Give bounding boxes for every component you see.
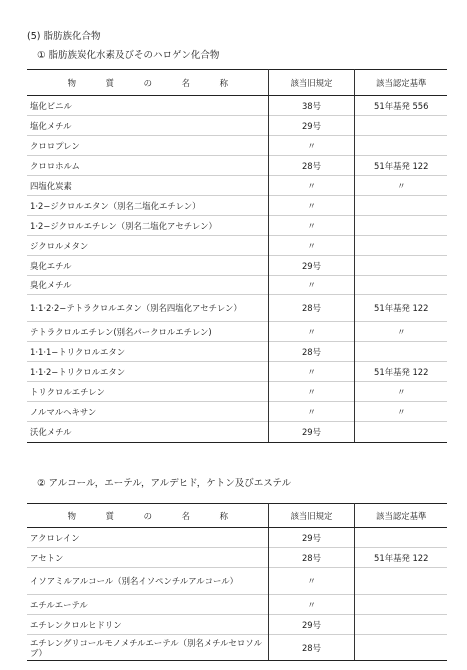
old-rule-cell: 〃 <box>268 216 354 236</box>
substance-name-cell: トリクロルエチレン <box>27 382 268 402</box>
old-rule-cell: 28号 <box>268 635 354 661</box>
substance-name-cell: 臭化エチル <box>27 256 268 276</box>
criteria-cell: 〃 <box>354 382 447 402</box>
substance-name-cell: クロロホルム <box>27 156 268 176</box>
table-row <box>27 96 447 116</box>
old-rule-cell: 29号 <box>268 422 354 443</box>
criteria-cell: 51年基発 122 <box>354 362 447 382</box>
criteria-cell <box>354 216 447 236</box>
substance-name-cell: 1·1·1−トリクロルエタン <box>27 342 268 362</box>
header-criteria: 該当認定基準 <box>354 70 447 96</box>
substance-name-cell: 1·2−ジクロルエチレン（別名二塩化アセチレン） <box>27 216 268 236</box>
old-rule-cell: 〃 <box>268 568 354 595</box>
substance-name-cell: 1·1·2·2−テトラクロルエタン（別名四塩化アセチレン） <box>27 295 268 322</box>
substance-name-cell: クロロプレン <box>27 136 268 156</box>
table-row <box>27 362 447 382</box>
criteria-cell: 51年基発 556 <box>374 100 429 111</box>
criteria-cell <box>354 595 447 615</box>
old-rule-cell: 〃 <box>268 382 354 402</box>
header-criteria: 該当認定基準 <box>354 504 447 528</box>
old-rule-cell: 38号 <box>268 96 354 116</box>
substance-name-cell: 塩化ビニル <box>27 96 268 116</box>
table-row <box>27 342 447 362</box>
header-old-rule: 該当旧規定 <box>268 504 354 528</box>
old-rule-cell: 28号 <box>268 548 354 568</box>
old-rule-cell: 29号 <box>268 528 354 548</box>
old-rule-cell: 28号 <box>268 295 354 322</box>
old-rule-cell: 29号 <box>268 615 354 635</box>
table-row <box>27 176 447 196</box>
substance-table-1 <box>27 69 447 443</box>
criteria-cell <box>354 528 447 548</box>
substance-name-cell: 沃化メチル <box>27 422 268 443</box>
table-row <box>27 595 447 615</box>
criteria-cell: 51年基発 122 <box>354 295 447 322</box>
table-row <box>27 276 447 295</box>
criteria-cell <box>354 256 447 276</box>
table-row <box>27 216 447 236</box>
substance-name-cell: 臭化メチル <box>27 276 268 295</box>
substance-name-cell: ジクロルメタン <box>27 236 268 256</box>
table-row <box>27 256 447 276</box>
table-row <box>27 422 447 443</box>
table-row <box>27 528 447 548</box>
subsection-heading-1: ① 脂肪族炭化水素及びそのハロゲン化合物 <box>37 50 220 61</box>
table-row <box>27 635 447 661</box>
table-header-row <box>27 70 447 96</box>
criteria-cell <box>354 422 447 443</box>
substance-name-cell: イソアミルアルコール（別名イソペンチルアルコール） <box>27 568 268 595</box>
table-row <box>27 196 447 216</box>
table-row <box>27 402 447 422</box>
criteria-cell <box>354 196 447 216</box>
substance-name-cell: 1·2−ジクロルエタン（別名二塩化エチレン） <box>27 196 268 216</box>
old-rule-cell: 28号 <box>268 156 354 176</box>
table-row <box>27 156 447 176</box>
table-row <box>27 615 447 635</box>
criteria-cell: 〃 <box>354 176 447 196</box>
criteria-cell: 51年基発 122 <box>354 156 447 176</box>
old-rule-cell: 〃 <box>268 402 354 422</box>
criteria-cell <box>354 276 447 295</box>
substance-name-cell: 四塩化炭素 <box>27 176 268 196</box>
old-rule-cell: 〃 <box>268 322 354 342</box>
table-row <box>27 548 447 568</box>
criteria-cell <box>354 568 447 595</box>
table-row <box>27 322 447 342</box>
table-row <box>27 295 447 322</box>
criteria-cell <box>354 342 447 362</box>
criteria-cell: 51年基発 122 <box>354 548 447 568</box>
table-row <box>27 136 447 156</box>
old-rule-cell: 〃 <box>268 196 354 216</box>
substance-name-cell: エチレンクロルヒドリン <box>27 615 268 635</box>
substance-name-cell: テトラクロルエチレン(別名パークロルエチレン) <box>27 322 268 342</box>
old-rule-cell: 〃 <box>268 136 354 156</box>
table-row <box>27 382 447 402</box>
substance-name-cell: 塩化メチル <box>27 116 268 136</box>
old-rule-cell: 〃 <box>268 276 354 295</box>
criteria-cell <box>354 136 447 156</box>
criteria-cell: 〃 <box>354 322 447 342</box>
substance-name-cell: エチルエーテル <box>27 595 268 615</box>
substance-name-cell: アクロレイン <box>27 528 268 548</box>
subsection-heading-2: ② アルコール，エーテル，アルデヒド，ケトン及びエステル <box>37 478 292 489</box>
substance-table-2 <box>27 503 447 661</box>
old-rule-cell: 〃 <box>268 595 354 615</box>
header-substance-name: 物 質 の 名 称 <box>27 70 268 96</box>
substance-name-cell: 1·1·2−トリクロルエタン <box>27 362 268 382</box>
table-row <box>27 236 447 256</box>
old-rule-cell: 〃 <box>268 362 354 382</box>
criteria-cell <box>354 116 447 136</box>
old-rule-cell: 29号 <box>268 256 354 276</box>
table-row <box>27 568 447 595</box>
old-rule-cell: 〃 <box>268 176 354 196</box>
header-substance-name: 物 質 の 名 称 <box>27 504 268 528</box>
substance-name-cell: エチレングリコールモノメチルエーテル（別名メチルセロソルブ） <box>27 635 268 661</box>
criteria-cell: 〃 <box>354 402 447 422</box>
old-rule-cell: 29号 <box>268 116 354 136</box>
substance-name-cell: アセトン <box>27 548 268 568</box>
old-rule-cell: 28号 <box>268 342 354 362</box>
substance-name-cell: ノルマルヘキサン <box>27 402 268 422</box>
table-header-row <box>27 504 447 528</box>
criteria-cell <box>354 635 447 661</box>
criteria-cell <box>354 615 447 635</box>
criteria-cell <box>354 236 447 256</box>
table-row <box>27 116 447 136</box>
section-heading: (5) 脂肪族化合物 <box>27 31 101 42</box>
header-old-rule: 該当旧規定 <box>268 70 354 96</box>
old-rule-cell: 〃 <box>268 236 354 256</box>
